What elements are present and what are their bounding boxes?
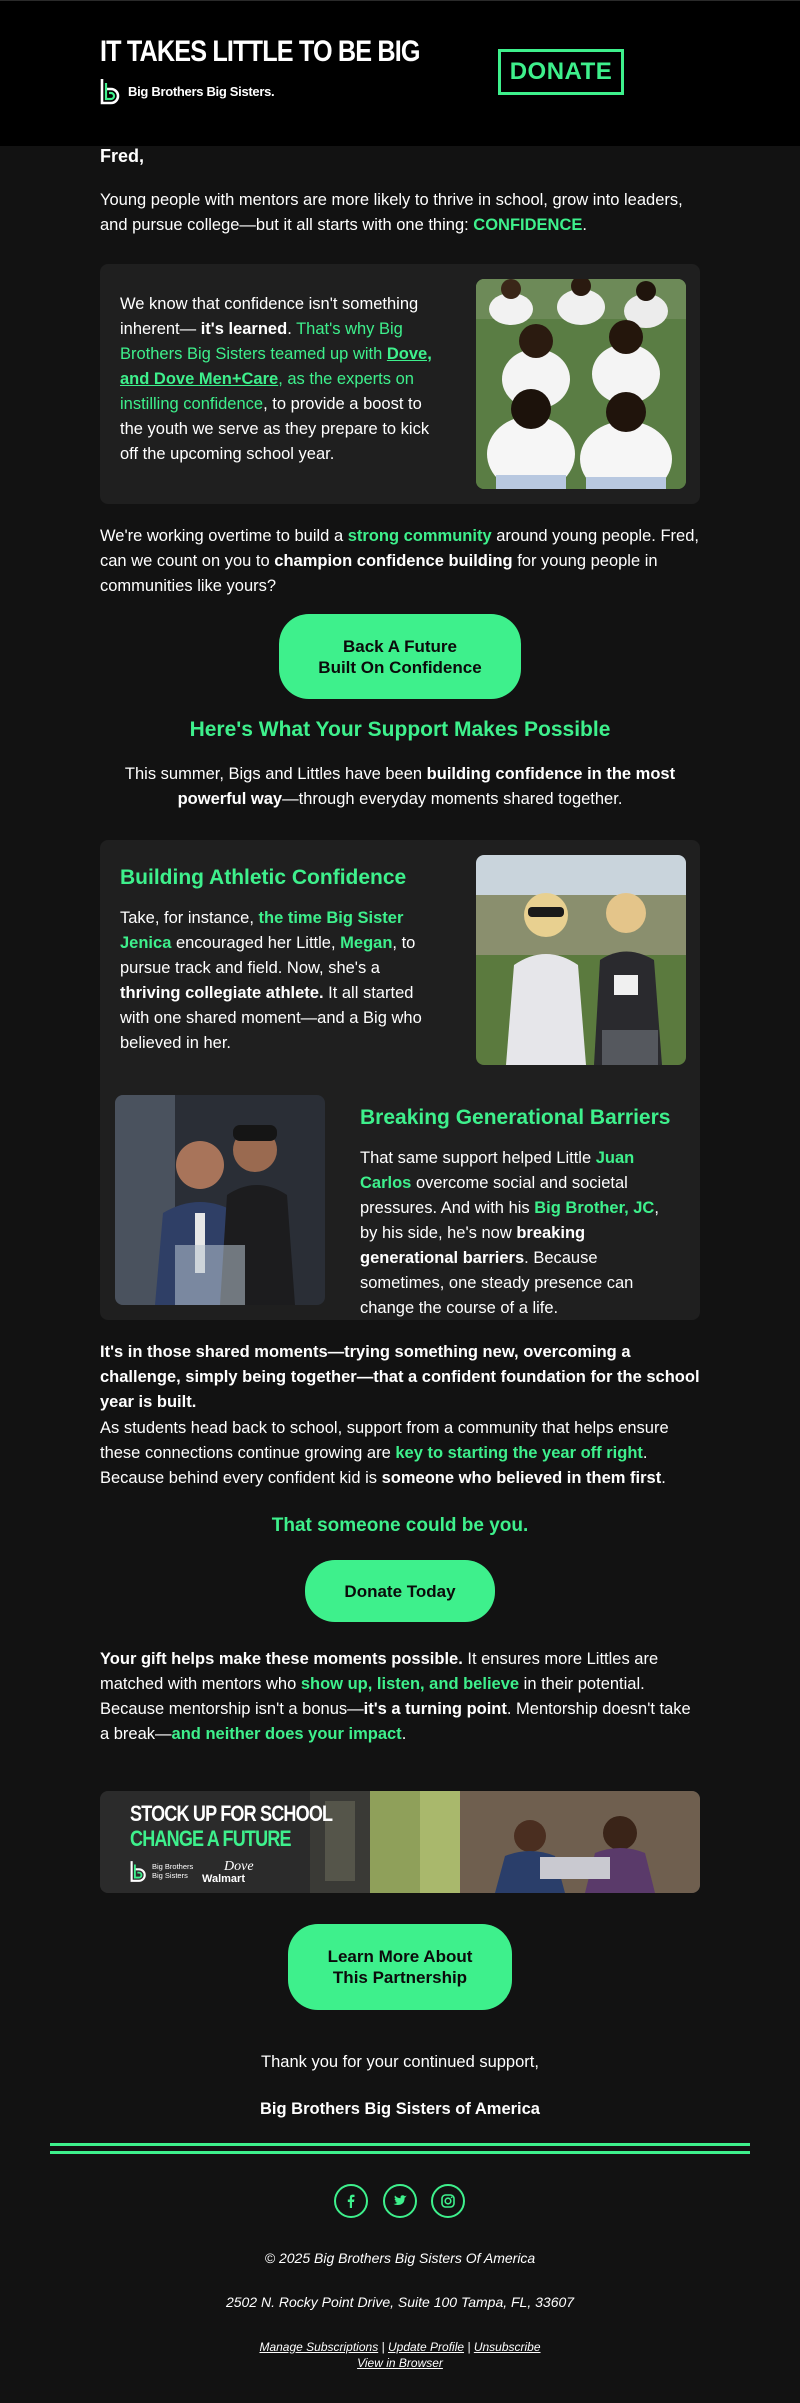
bbbs-logo-icon [100, 77, 122, 105]
divider-line-1 [50, 2143, 750, 2146]
banner-bbbs-icon [130, 1859, 148, 1883]
mentors-photo-image [115, 1095, 325, 1305]
stock-up-banner[interactable] [100, 1791, 700, 1893]
facebook-icon[interactable] [334, 2184, 368, 2218]
shared-moments-paragraph: It's in those shared moments—trying something new, overcoming a challenge, simply being together—that a confident foundation for the school year is built. [100, 1343, 700, 1411]
stories-card [100, 840, 700, 1320]
learn-more-button[interactable] [288, 1924, 512, 2010]
divider-line-2 [50, 2151, 750, 2154]
view-in-browser-row [100, 2356, 700, 2370]
banner-logo-dove: Dove [224, 1859, 254, 1874]
community-paragraph: We're working overtime to build a strong community around young people. Fred, can we count on you to champion confidence building for young people in communities like yours? [100, 527, 699, 595]
students-photo [476, 279, 686, 489]
story1-title: Building Athletic Confidence [120, 866, 407, 889]
support-paragraph: This summer, Bigs and Littles have been building confidence in the most powerful way—through everyday moments shared together. [124, 765, 676, 808]
students-photo-image [476, 279, 686, 489]
confidence-highlight: CONFIDENCE [473, 216, 583, 234]
banner-logo-walmart: Walmart [202, 1873, 245, 1885]
greeting: Fred, [100, 146, 145, 166]
header-tagline: IT TAKES LITTLE TO BE BIG [100, 35, 420, 68]
manage-subscriptions-link[interactable]: Manage Subscriptions [259, 2340, 379, 2354]
unsubscribe-link[interactable]: Unsubscribe [473, 2340, 541, 2354]
update-profile-link[interactable]: Update Profile [387, 2340, 465, 2354]
cta1-line2: Built On Confidence [318, 657, 482, 677]
someone-heading: That someone could be you. [271, 1515, 529, 1536]
donate-today-button[interactable]: Donate Today [305, 1560, 495, 1622]
bbbs-logo[interactable] [100, 77, 275, 107]
header-bar [0, 0, 800, 146]
copyright: © 2025 Big Brothers Big Sisters Of America [264, 2250, 536, 2266]
footer-links: Manage Subscriptions | Update Profile | Unsubscribe [259, 2340, 541, 2354]
donate-button[interactable]: DONATE [498, 49, 624, 95]
dove-partnership-card [100, 264, 700, 504]
instagram-icon[interactable] [431, 2184, 465, 2218]
dove-link[interactable]: Dove, and Dove Men+Care [120, 345, 432, 388]
banner-logos [130, 1859, 330, 1885]
athletes-photo [476, 855, 686, 1065]
org-signature: Big Brothers Big Sisters of America [260, 2100, 540, 2118]
story1-text: Take, for instance, the time Big Sister Jenica encouraged her Little, Megan, to pursue track and field. Now, she's a thriving collegiate athlete. It all started with one shared moment—and a Big who believed in her. [120, 909, 422, 1052]
athletes-photo-image [476, 855, 686, 1065]
logo-text: Big Brothers Big Sisters. [128, 84, 275, 99]
story2-title: Breaking Generational Barriers [360, 1106, 671, 1129]
view-in-browser-link[interactable]: View in Browser [357, 2356, 443, 2370]
banner-line2: CHANGE A FUTURE [130, 1826, 291, 1851]
gift-paragraph: Your gift helps make these moments possible. It ensures more Littles are matched with mentors who show up, listen, and believe in their potential. Because mentorship isn't a bonus—it's a turning point. Mentorship doesn't take a break—and neither does your impact. [100, 1650, 691, 1743]
twitter-icon[interactable] [383, 2184, 417, 2218]
mentors-photo [115, 1095, 325, 1305]
story2-text: That same support helped Little Juan Carlos overcome social and societal pressures. And with his Big Brother, JC, by his side, he's now breaking generational barriers. Because sometimes, one steady presence can change the course of a life. [360, 1149, 659, 1317]
support-heading: Here's What Your Support Makes Possible [189, 718, 611, 741]
back-a-future-button[interactable] [279, 614, 521, 699]
banner-line1: STOCK UP FOR SCHOOL [130, 1801, 333, 1826]
cta1-line1: Back A Future [342, 636, 457, 656]
back-to-school-paragraph: As students head back to school, support from a community that helps ensure these connections continue growing are key to starting the year off right. Because behind every confident kid is someone who believed in them first. [100, 1419, 669, 1487]
address: 2502 N. Rocky Point Drive, Suite 100 Tampa, FL, 33607 [225, 2294, 575, 2310]
cta3-line1: Learn More About [327, 1947, 473, 1966]
thanks-text: Thank you for your continued support, [261, 2053, 539, 2071]
banner-logo-bbbs: Big Brothers Big Sisters [152, 1862, 194, 1880]
cta3-line2: This Partnership [332, 1968, 468, 1987]
intro-paragraph: Young people with mentors are more likely to thrive in school, grow into leaders, and pursue college—but it all starts with one thing: CONFIDENCE. [100, 191, 683, 234]
partnership-text: We know that confidence isn't something inherent— it's learned. That's why Big Brothers Big Sisters teamed up with Dove, and Dove Men+Care, as the experts on instilling confidence, to provide a boost to the youth we serve as they prepare to kick off the upcoming school year. [120, 295, 432, 463]
